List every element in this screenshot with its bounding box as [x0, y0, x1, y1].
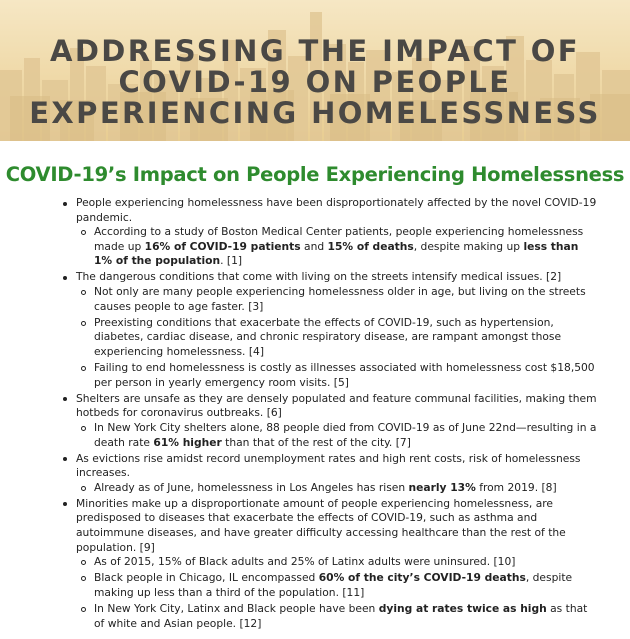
sub-list-item	[76, 571, 600, 600]
sub-item-highlight: 16% of COVID-19 patients	[144, 239, 301, 253]
sub-list-item	[76, 421, 600, 450]
sub-item-text: and	[300, 239, 328, 253]
sub-item-text: Already as of June, homelessness in Los Angeles has risen	[94, 480, 409, 494]
sub-list-item	[76, 285, 600, 314]
sub-item-highlight: less than 1% of the population	[94, 239, 579, 268]
sub-item-text: Not only are many people experiencing homelessness older in age, but living on the streets causes people to age faster. [3]	[94, 285, 586, 313]
sub-item-text: Black people in Chicago, IL encompassed	[94, 571, 319, 585]
sub-bullet-list	[76, 421, 600, 450]
sub-list-item	[76, 602, 600, 631]
document-title	[0, 36, 630, 129]
title-line-2: COVID-19 ON PEOPLE	[118, 65, 512, 99]
list-item-text: The dangerous conditions that come with living on the streets intensify medical issues. [2]	[76, 270, 562, 284]
sub-bullet-list	[76, 285, 600, 390]
sub-item-text: According to a study of Boston Medical Center patients, people experiencing homelessness made up	[94, 225, 584, 253]
list-item-text: As evictions rise amidst record unemployment rates and high rent costs, risk of homelessness increases.	[76, 451, 581, 480]
list-item	[62, 452, 600, 496]
sub-item-highlight: 60% of the city’s COVID-19 deaths	[318, 571, 526, 585]
section-title: COVID-19’s Impact on People Experiencing Homelessness	[5, 163, 625, 186]
sub-item-text: . [1]	[220, 254, 243, 268]
sub-item-text: , despite making up less than a third of the population. [11]	[94, 571, 573, 599]
sub-item-highlight: dying at rates twice as high	[378, 602, 547, 616]
sub-list-item	[76, 481, 600, 496]
list-item-text: People experiencing homelessness have been disproportionately affected by the novel COVID-19 pandemic.	[76, 196, 597, 224]
title-line-1: ADDRESSING THE IMPACT OF	[49, 34, 581, 68]
sub-item-text: As of 2015, 15% of Black adults and 25% of Latinx adults were uninsured. [10]	[94, 555, 516, 569]
sub-bullet-list	[76, 481, 600, 496]
sub-item-highlight: nearly 13%	[408, 480, 476, 494]
sub-item-text: , despite making up	[413, 239, 524, 253]
sub-list-item	[76, 316, 600, 360]
list-item-text: Minorities make up a disproportionate amount of people experiencing homelessness, are predisposed to diseases that exacerbate the effects of COVID-19, such as asthma and autoimmune diseases, and have greater difficulty accessing healthcare than the rest of the population. [9]	[76, 496, 566, 554]
list-item-text: Shelters are unsafe as they are densely populated and feature communal facilities, making them hotbeds for coronavirus outbreaks. [6]	[76, 391, 597, 420]
title-line-3: EXPERIENCING HOMELESSNESS	[29, 96, 601, 130]
sub-item-text: as that of white and Asian people. [12]	[94, 602, 588, 630]
sub-list-item	[76, 555, 600, 570]
list-item	[62, 392, 600, 450]
main-bullet-list	[62, 196, 600, 631]
list-item	[62, 196, 600, 269]
sub-list-item	[76, 361, 600, 390]
sub-bullet-list	[76, 225, 600, 269]
sub-item-text: from 2019. [8]	[475, 480, 557, 494]
sub-list-item	[76, 225, 600, 269]
bullet-content	[0, 186, 630, 631]
sub-item-text: Failing to end homelessness is costly as illnesses associated with homelessness cost $18,500 per person in yearly emergency room visits. [5]	[94, 361, 595, 389]
list-item	[62, 497, 600, 631]
sub-item-text: than that of the rest of the city. [7]	[221, 435, 411, 449]
sub-item-text: Preexisting conditions that exacerbate the effects of COVID-19, such as hypertension, diabetes, cardiac disease, and chronic respiratory disease, are rampant amongst those experiencing homelessness. [4]	[94, 315, 562, 358]
list-item	[62, 270, 600, 390]
sub-bullet-list	[76, 555, 600, 631]
header-banner	[0, 0, 630, 141]
sub-item-highlight: 15% of deaths	[327, 239, 414, 253]
sub-item-highlight: 61% higher	[153, 435, 222, 449]
sub-item-text: In New York City shelters alone, 88 people died from COVID-19 as of June 22nd—resulting in a death rate	[94, 420, 597, 449]
sub-item-text: In New York City, Latinx and Black people have been	[94, 602, 379, 616]
